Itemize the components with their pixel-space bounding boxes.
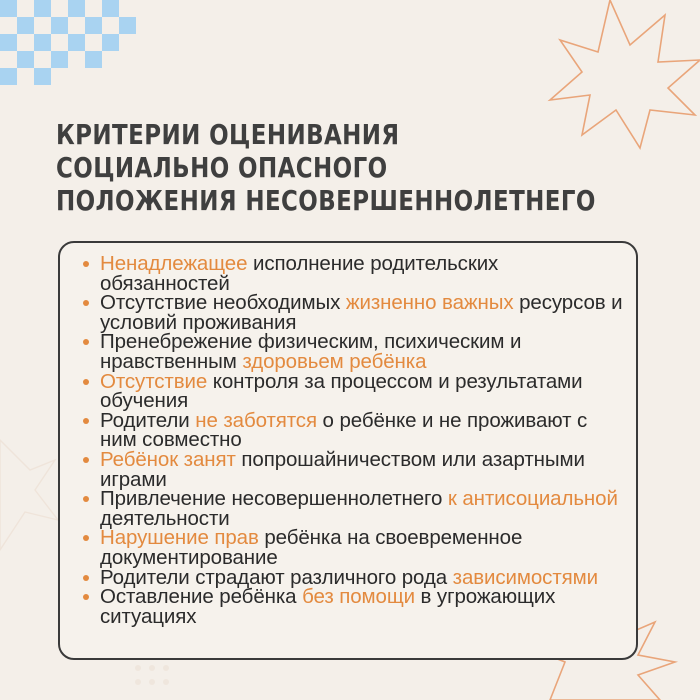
item-text: Привлечение несовершеннолетнего [100,487,448,511]
item-text: в угрожающих ситуациях [100,585,556,628]
item-highlight: Отсутствие [100,369,208,393]
criteria-item [82,254,626,293]
criteria-item [82,408,626,452]
criteria-card [58,241,638,660]
item-text: попрошайничеством или азартными играми [100,447,585,491]
item-highlight: не заботятся [195,408,317,432]
item-highlight: зависимостями [452,565,598,589]
item-text: контроля за процессом и результатами обучения [100,369,583,413]
item-highlight: Ребёнок занят [100,447,236,471]
item-highlight: Ненадлежащее [100,252,248,275]
criteria-list [82,254,626,626]
criteria-item [82,528,626,567]
item-text: исполнение родительских обязанностей [100,252,499,295]
item-text: деятельности [100,506,230,530]
criteria-item [82,489,626,528]
criteria-item [82,447,626,491]
item-text: Отсутствие необходимых [100,291,346,315]
criteria-item [82,332,626,371]
title-line: КРИТЕРИИ ОЦЕНИВАНИЯ [56,118,400,151]
faint-star-decoration [0,420,60,560]
item-text: Оставление ребёнка [100,585,303,609]
criteria-item [82,369,626,413]
item-highlight: жизненно важных [345,291,514,315]
title-line: СОЦИАЛЬНО ОПАСНОГО [56,151,388,184]
dots-decoration [130,660,190,700]
criteria-item [82,293,626,332]
item-text: ребёнка на своевременное документирование [100,526,523,569]
item-text: Родители страдают различного рода [100,565,453,589]
item-text: Родители [100,408,196,432]
item-highlight: Нарушение прав [100,526,259,550]
criteria-item [82,587,626,626]
item-text: ресурсов и условий проживания [100,291,623,334]
title-line: ПОЛОЖЕНИЯ НЕСОВЕРШЕННОЛЕТНЕГО [56,184,596,217]
item-highlight: здоровьем ребёнка [242,349,427,373]
checkerboard-decoration [0,0,150,90]
item-text: о ребёнке и не проживают с ним совместно [100,408,588,452]
page-title [56,118,596,217]
item-highlight: к антисоциальной [447,487,618,511]
item-text: Пренебрежение физическим, психическим и нравственным [100,330,522,373]
item-highlight: без помощи [302,585,415,609]
